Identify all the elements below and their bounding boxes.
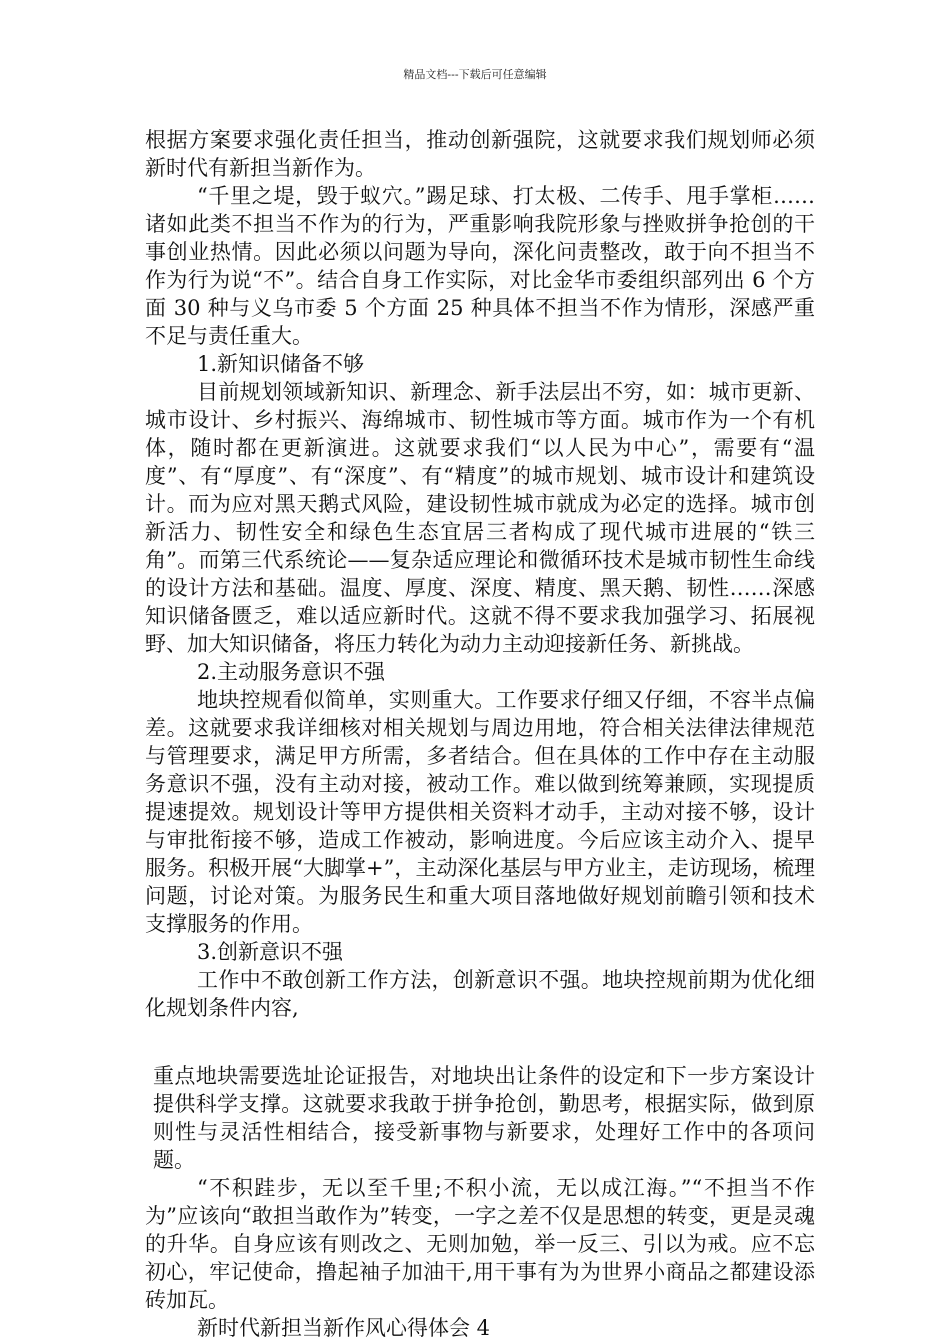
paragraph: 工作中不敢创新工作方法，创新意识不强。地块控规前期为优化细化规划条件内容, xyxy=(145,968,815,1020)
paragraph: 根据方案要求强化责任担当，推动创新强院，这就要求我们规划师必须新时代有新担当新作为。 xyxy=(145,128,815,180)
paragraph: 地块控规看似简单，实则重大。工作要求仔细又仔细，不容半点偏差。这就要求我详细核对相关规划与周边用地，符合相关法律法律规范与管理要求，满足甲方所需，多者结合。但在具体的工作中存在主动服务意识不强，没有主动对接，被动工作。难以做到统筹兼顾，实现提质提速提效。规划设计等甲方提供相关资料才动手，主动对接不够，设计与审批衔接不够，造成工作被动，影响进度。今后应该主动介入、提早服务。积极开展“大脚掌+”，主动深化基层与甲方业主，走访现场，梳理问题，讨论对策。为服务民生和重大项目落地做好规划前瞻引领和技术支撑服务的作用。 xyxy=(145,688,815,936)
document-body xyxy=(145,126,815,1342)
page-header: 精品文档---下载后可任意编辑 xyxy=(403,68,547,81)
page-break-gap xyxy=(145,1022,815,1062)
paragraph: 目前规划领域新知识、新理念、新手法层出不穷，如：城市更新、城市设计、乡村振兴、海绵城市、韧性城市等方面。城市作为一个有机体，随时都在更新演进。这就要求我们“以人民为中心”，需要有“温度”、有“厚度”、有“深度”、有“精度”的城市规划、城市设计和建筑设计。而为应对黑天鹅式风险，建设韧性城市就成为必定的选择。城市创新活力、韧性安全和绿色生态宜居三者构成了现代城市进展的“铁三角”。而第三代系统论——复杂适应理论和微循环技术是城市韧性生命线的设计方法和基础。温度、厚度、深度、精度、黑天鹅、韧性……深感知识储备匮乏，难以适应新时代。这就不得不要求我加强学习、拓展视野、加大知识储备，将压力转化为动力主动迎接新任务、新挑战。 xyxy=(145,380,815,656)
section-heading: 新时代新担当新作风心得体会 4 xyxy=(197,1316,491,1340)
paragraph: “千里之堤，毁于蚁穴。”踢足球、打太极、二传手、甩手掌柜……诸如此类不担当不作为的行为，严重影响我院形象与挫败拼争抢创的干事创业热情。因此必须以问题为导向，深化问责整改，敢于向不担当不作为行为说“不”。结合自身工作实际，对比金华市委组织部列出 6 个方面 30 种与义乌市委 5 个方面 25 种具体不担当不作为情形，深感严重不足与责任重大。 xyxy=(145,184,815,348)
section-heading: 1.新知识储备不够 xyxy=(197,352,365,376)
section-heading: 3.创新意识不强 xyxy=(197,940,344,964)
section-heading: 2.主动服务意识不强 xyxy=(197,660,386,684)
paragraph: 重点地块需要选址论证报告，对地块出让条件的设定和下一步方案设计提供科学支撑。这就要求我敢于拼争抢创，勤思考，根据实际，做到原则性与灵活性相结合，接受新事物与新要求，处理好工作中的各项问题。 xyxy=(153,1064,815,1172)
paragraph: “不积跬步，无以至千里;不积小流，无以成江海。”“不担当不作为”应该向“敢担当敢作为”转变，一字之差不仅是思想的转变，更是灵魂的升华。自身应该有则改之、无则加勉，举一反三、引以为戒。应不忘初心，牢记使命，撸起袖子加油干,用干事有为为世界小商品之都建设添砖加瓦。 xyxy=(145,1176,815,1312)
